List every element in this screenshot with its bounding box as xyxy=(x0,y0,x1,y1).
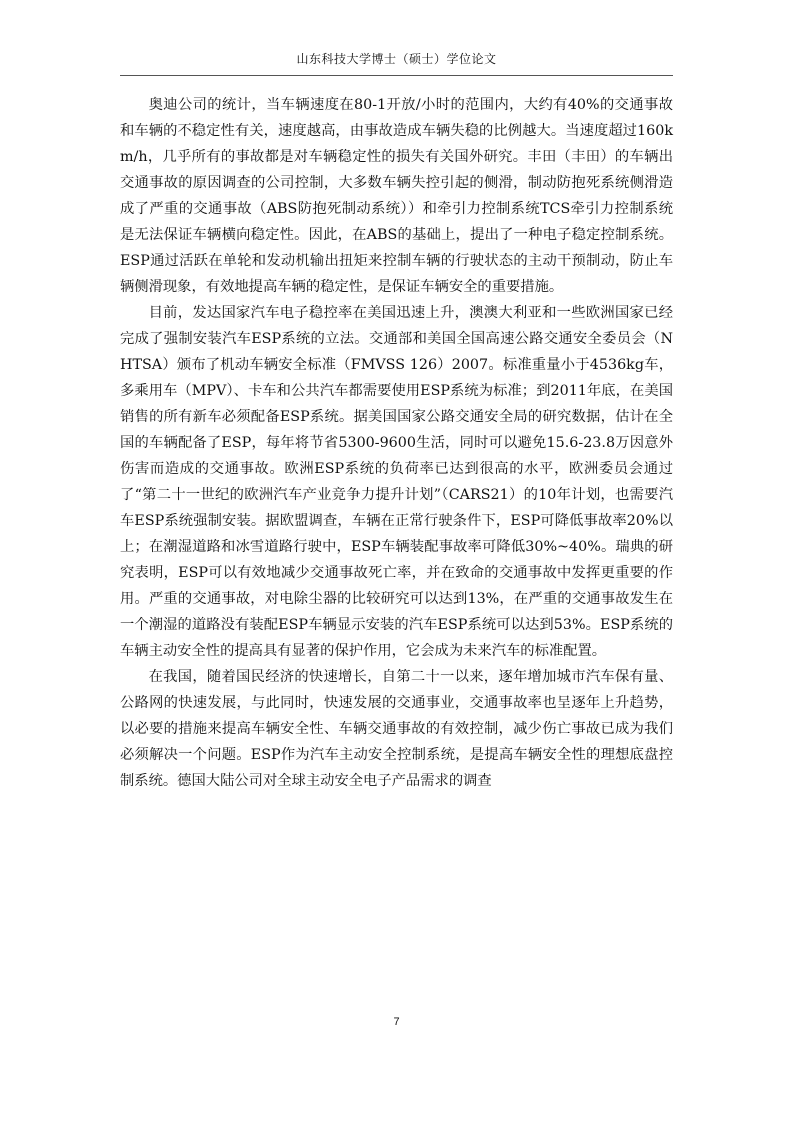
running-header: 山东科技大学博士（硕士）学位论文 xyxy=(296,52,497,66)
page-number: 7 xyxy=(393,1016,400,1028)
paragraph-3: 在我国，随着国民经济的快速增长，自第二十一以来，逐年增加城市汽车保有量、公路网的快速发展，与此同时，快速发展的交通事业，交通事故率也呈逐年上升趋势，以必要的措施来提高车辆安全性、车辆交通事故的有效控制，减少伤亡事故已成为我们必须解决一个问题。ESP作为汽车主动安全控制系统，是提高车辆安全性的理想底盘控制系统。德国大陆公司对全球主动安全电子产品需求的调查 xyxy=(120,669,673,789)
paragraph-2: 目前，发达国家汽车电子稳控率在美国迅速上升，澳澳大利亚和一些欧洲国家已经完成了强制安装汽车ESP系统的立法。交通部和美国全国高速公路交通安全委员会（NHTSA）颁布了机动车辆安全标准（FMVSS 126）2007。标准重量小于4536kg车，多乘用车（MPV）、卡车和公共汽车都需要使用ESP系统为标准；到2011年底，在美国销售的所有新车必须配备ESP系统。据美国国家公路交通安全局的研究数据，估计在全国的车辆配备了ESP，每年将节省5300-9600生活，同时可以避免15.6-23.8万因意外伤害而造成的交通事故。欧洲ESP系统的负荷率已达到很高的水平，欧洲委员会通过了“第二十一世纪的欧洲汽车产业竞争力提升计划”（CARS21）的10年计划，也需要汽车ESP系统强制安装。据欧盟调查，车辆在正常行驶条件下，ESP可降低事故率20%以上；在潮湿道路和冰雪道路行驶中，ESP车辆装配事故率可降低30%~40%。瑞典的研究表明，ESP可以有效地减少交通事故死亡率，并在致命的交通事故中发挥更重要的作用。严重的交通事故，对电除尘器的比较研究可以达到13%，在严重的交通事故发生在一个潮湿的道路没有装配ESP车辆显示安装的汽车ESP系统可以达到53%。ESP系统的车辆主动安全性的提高具有显著的保护作用，它会成为未来汽车的标准配置。 xyxy=(120,305,673,659)
paragraph-1: 奥迪公司的统计，当车辆速度在80-1开放/小时的范围内，大约有40%的交通事故和车辆的不稳定性有关，速度越高，由事故造成车辆失稳的比例越大。当速度超过160km/h，几乎所有的事故都是对车辆稳定性的损失有关国外研究。丰田（丰田）的车辆出交通事故的原因调查的公司控制，大多数车辆失控引起的侧滑，制动防抱死系统侧滑造成了严重的交通事故（ABS防抱死制动系统））和牵引力控制系统TCS牵引力控制系统是无法保证车辆横向稳定性。因此，在ABS的基础上，提出了一种电子稳定控制系统。ESP通过活跃在单轮和发动机输出扭矩来控制车辆的行驶状态的主动干预制动，防止车辆侧滑现象，有效地提高车辆的稳定性，是保证车辆安全的重要措施。 xyxy=(120,97,673,295)
header-rule xyxy=(120,75,673,76)
body-text xyxy=(120,92,673,794)
